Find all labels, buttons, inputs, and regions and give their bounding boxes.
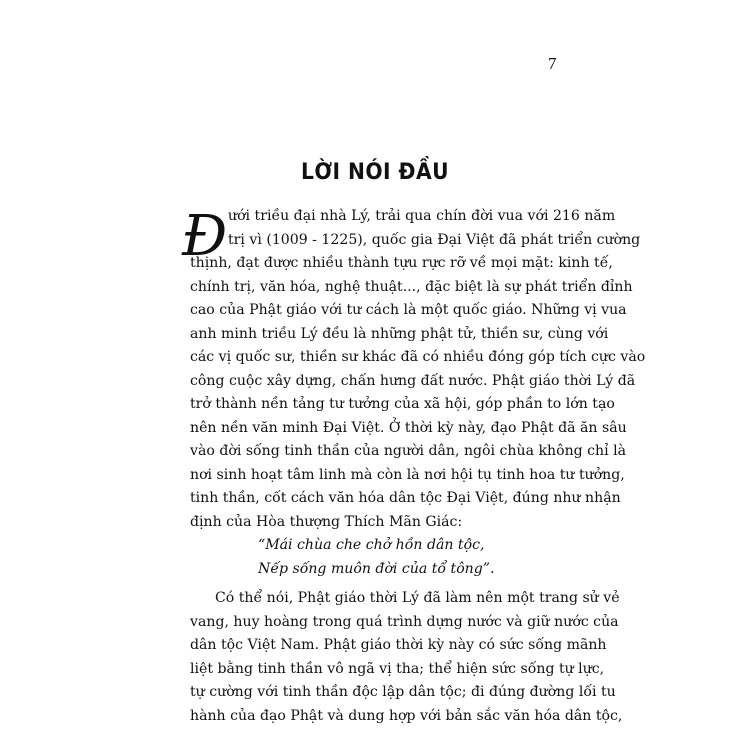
text-line: các vị quốc sư, thiền sư khác đã có nhiều đóng góp tích cực vào (190, 349, 646, 365)
quote-block (190, 534, 562, 581)
drop-cap: Đ (182, 204, 228, 269)
body-text (182, 204, 646, 728)
paragraph-1 (182, 204, 646, 534)
text-line: dân tộc Việt Nam. Phật giáo thời kỳ này có sức sống mãnh (190, 637, 607, 653)
paragraph-2 (190, 587, 623, 728)
text-line: trị vì (1009 - 1225), quốc gia Đại Việt đã phát triển cường (228, 231, 641, 248)
text-line: tự cường với tinh thần độc lập dân tộc; đi đúng đường lối tu (190, 684, 616, 700)
text-line: thịnh, đạt được nhiều thành tựu rực rỡ về mọi mặt: kinh tế, (190, 255, 613, 271)
text-line: vang, huy hoàng trong quá trình dựng nước và giữ nước của (190, 613, 619, 630)
text-line: anh minh triều Lý đều là những phật tử, thiền sư, cùng với (190, 325, 609, 342)
text-line: Có thể nói, Phật giáo thời Lý đã làm nên một trang sử vẻ (215, 590, 620, 606)
text-line: định của Hòa thượng Thích Mãn Giác: (190, 513, 463, 530)
text-line: chính trị, văn hóa, nghệ thuật..., đặc biệt là sự phát triển đỉnh (190, 278, 633, 295)
page-number: 7 (548, 54, 557, 73)
text-line: hành của đạo Phật và dung hợp với bản sắc văn hóa dân tộc, (190, 707, 623, 724)
text-line: nên nền văn minh Đại Việt. Ở thời kỳ này, đạo Phật đã ăn sâu (190, 419, 627, 436)
chapter-title: LỜI NÓI ĐẦU (300, 160, 450, 185)
text-line: tinh thần, cốt cách văn hóa dân tộc Đại Việt, đúng như nhận (190, 490, 621, 506)
text-line: công cuộc xây dựng, chấn hưng đất nước. Phật giáo thời Lý đã (190, 372, 636, 389)
text-line: ưới triều đại nhà Lý, trải qua chín đời vua với 216 năm (228, 208, 616, 224)
quote-line: “Mái chùa che chở hồn dân tộc, (258, 537, 485, 553)
text-line: trở thành nền tảng tư tưởng của xã hội, góp phần to lớn tạo (190, 396, 615, 412)
text-line: nơi sinh hoạt tâm linh mà còn là nơi hội tụ tinh hoa tư tưởng, (190, 466, 625, 483)
text-line: liệt bằng tinh thần vô ngã vị tha; thể hiện sức sống tự lực, (190, 660, 605, 677)
text-line: vào đời sống tinh thần của người dân, ngôi chùa không chỉ là (190, 443, 627, 459)
text-line: cao của Phật giáo với tư cách là một quốc giáo. Những vị vua (190, 302, 627, 318)
quote-line: Nếp sống muôn đời của tổ tông”. (258, 560, 495, 577)
